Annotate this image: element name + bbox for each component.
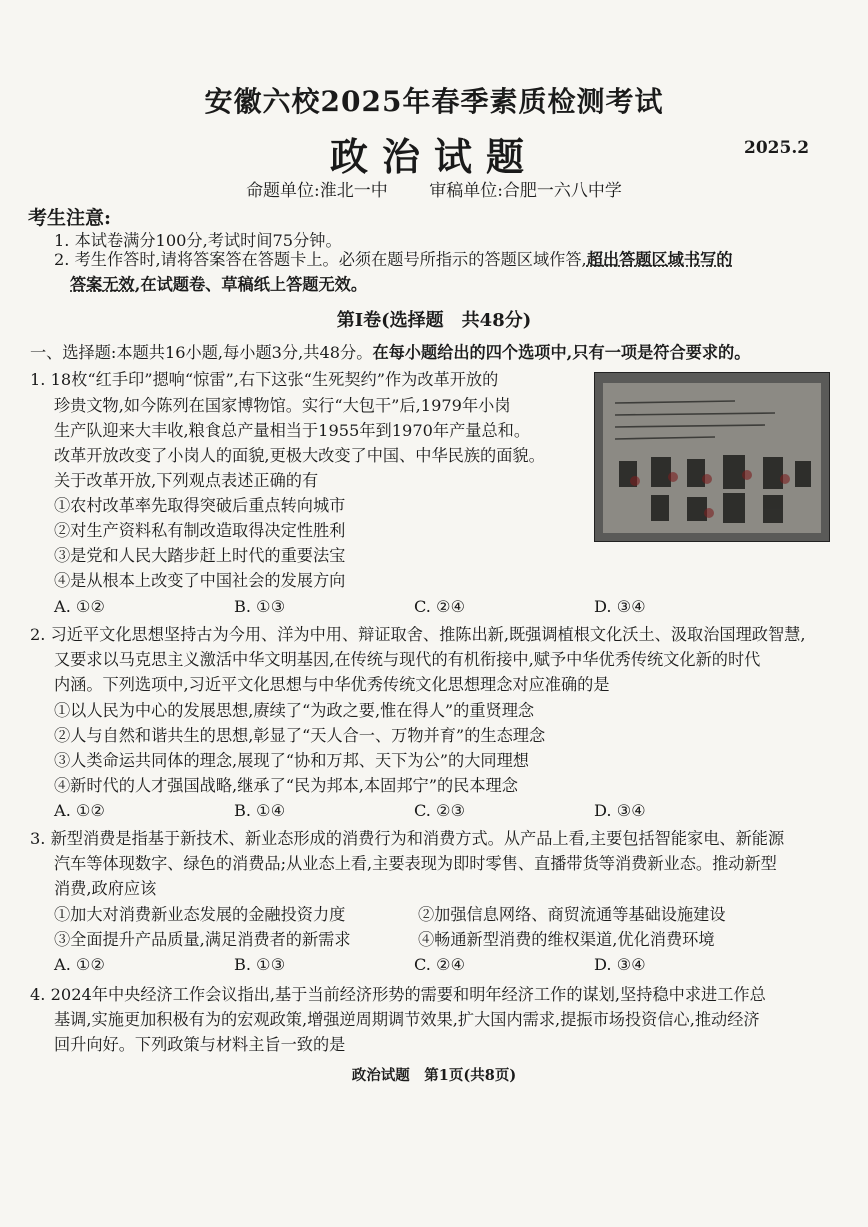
review-unit: 审稿单位:合肥一六八中学 <box>429 181 622 201</box>
q3-choice-b: B. ①③ <box>234 955 286 974</box>
q1-line-4: 改革开放改变了小岗人的面貌,更极大改变了中国、中华民族的面貌。 <box>54 446 545 465</box>
exam-date: 2025.2 <box>744 138 810 158</box>
q1-option-3: ③是党和人民大踏步赶上时代的重要法宝 <box>54 546 346 565</box>
q2-line-1: 2. 习近平文化思想坚持古为今用、洋为中用、辩证取舍、推陈出新,既强调植根文化沃土、汲取治国理政智慧, <box>30 625 806 644</box>
q1-line-1: 1. 18枚“红手印”摁响“惊雷”,右下这张“生死契约”作为改革开放的 <box>30 370 499 389</box>
q3-line-2: 汽车等体现数字、绿色的消费品;从业态上看,主要表现为即时零售、直播带货等消费新业态。推动新型 <box>54 854 777 873</box>
q3-option-4: ④畅通新型消费的维权渠道,优化消费环境 <box>418 930 715 949</box>
q1-choice-a: A. ①② <box>54 597 106 616</box>
q3-line-1: 3. 新型消费是指基于新技术、新业态形成的消费行为和消费方式。从产品上看,主要包括智能家电、新能源 <box>30 829 785 848</box>
notice-heading: 考生注意: <box>28 207 112 229</box>
q3-option-2: ②加强信息网络、商贸流通等基础设施建设 <box>418 905 726 924</box>
q2-choices <box>54 798 774 824</box>
subject-title: 政治试题 <box>329 134 538 179</box>
notice-item-1: 1. 本试卷满分100分,考试时间75分钟。 <box>54 231 342 250</box>
q1-option-4: ④是从根本上改变了中国社会的发展方向 <box>54 571 346 590</box>
q2-choice-d: D. ③④ <box>594 801 646 820</box>
q1-choice-d: D. ③④ <box>594 597 646 616</box>
q2-option-1: ①以人民为中心的发展思想,赓续了“为政之要,惟在得人”的重贤理念 <box>54 701 535 720</box>
q1-line-5: 关于改革开放,下列观点表述正确的有 <box>54 471 319 490</box>
q2-line-2: 又要求以马克思主义激活中华文明基因,在传统与现代的有机衔接中,赋予中华优秀传统文化新的时代 <box>54 650 761 669</box>
section-intro: 一、选择题:本题共16小题,每小题3分,共48分。在每小题给出的四个选项中,只有一项是符合要求的。 <box>30 343 751 362</box>
q1-choices <box>54 594 774 620</box>
notice-item-2: 2. 考生作答时,请将答案答在答题卡上。必须在题号所指示的答题区域作答,超出答题区域书写的 <box>54 250 733 269</box>
contract-photo <box>594 372 830 542</box>
q2-line-3: 内涵。下列选项中,习近平文化思想与中华优秀传统文化思想理念对应准确的是 <box>54 675 610 694</box>
q1-line-3: 生产队迎来大丰收,粮食总产量相当于1955年到1970年产量总和。 <box>54 421 531 440</box>
q3-choice-c: C. ②④ <box>414 955 466 974</box>
q2-choice-a: A. ①② <box>54 801 106 820</box>
section-heading: 第Ⅰ卷(选择题 共48分) <box>336 310 532 331</box>
units-line <box>0 176 868 201</box>
contract-photo-image <box>595 373 829 541</box>
q2-option-2: ②人与自然和谐共生的思想,彰显了“天人合一、万物并育”的生态理念 <box>54 726 546 745</box>
q3-choice-d: D. ③④ <box>594 955 646 974</box>
q1-option-1: ①农村改革率先取得突破后重点转向城市 <box>54 496 346 515</box>
q2-choice-b: B. ①④ <box>234 801 286 820</box>
q2-choice-c: C. ②③ <box>414 801 466 820</box>
author-unit: 命题单位:淮北一中 <box>246 181 388 201</box>
q4-line-1: 4. 2024年中央经济工作会议指出,基于当前经济形势的需要和明年经济工作的谋划,坚持稳中求进工作总 <box>30 985 766 1004</box>
q3-line-3: 消费,政府应该 <box>54 879 157 898</box>
page-footer: 政治试题 第1页(共8页) <box>351 1067 517 1084</box>
q2-option-3: ③人类命运共同体的理念,展现了“协和万邦、天下为公”的大同理想 <box>54 751 529 770</box>
q3-choices <box>54 952 774 978</box>
notice-item-2-cont: 答案无效,在试题卷、草稿纸上答题无效。 <box>70 275 368 294</box>
q3-option-3: ③全面提升产品质量,满足消费者的新需求 <box>54 930 351 949</box>
q1-choice-c: C. ②④ <box>414 597 466 616</box>
q3-option-1: ①加大对消费新业态发展的金融投资力度 <box>54 905 346 924</box>
q1-choice-b: B. ①③ <box>234 597 286 616</box>
exam-title: 安徽六校2025年春季素质检测考试 <box>204 85 664 118</box>
q1-line-2: 珍贵文物,如今陈列在国家博物馆。实行“大包干”后,1979年小岗 <box>54 396 511 415</box>
q1-option-2: ②对生产资料私有制改造取得决定性胜利 <box>54 521 346 540</box>
q4-line-2: 基调,实施更加积极有为的宏观政策,增强逆周期调节效果,扩大国内需求,提振市场投资信心,推动经济 <box>54 1010 760 1029</box>
q2-option-4: ④新时代的人才强国战略,继承了“民为邦本,本固邦宁”的民本理念 <box>54 776 518 795</box>
q3-choice-a: A. ①② <box>54 955 106 974</box>
q4-line-3: 回升向好。下列政策与材料主旨一致的是 <box>54 1035 346 1054</box>
